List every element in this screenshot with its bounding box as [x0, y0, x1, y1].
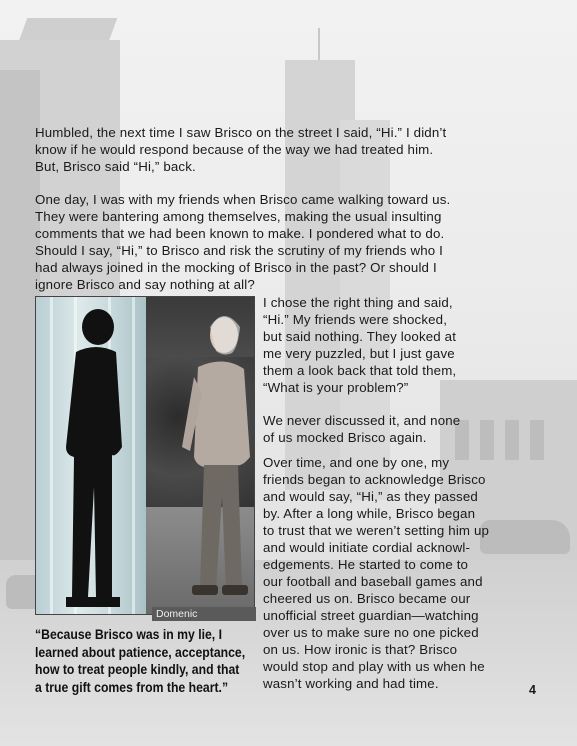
- story-photo: [35, 296, 255, 615]
- pull-quote: “Because Brisco was in my lie, I learned about patience, acceptance, how to treat people kindly, and that a true gift comes from the heart.”: [35, 627, 246, 695]
- intro-paragraph: Humbled, the next time I saw Brisco on the street I said, “Hi.” I didn’t know if he would respond because of the way we had treated him. But, Brisco said “Hi,” back.: [35, 125, 447, 174]
- older-man-figure-icon: [146, 297, 254, 614]
- silhouette-figure-icon: [36, 297, 146, 614]
- intro-paragraph: One day, I was with my friends when Brisco came walking toward us. They were bantering among themselves, making the usual insulting comments that we had been known to make. I pondered what to do. Should I say, “Hi,” to Brisco and risk the scrutiny of my friends who I had always joined in the mocking of Brisco in the past? Or should I ignore Brisco and say nothing at all?: [35, 192, 451, 292]
- page-number: 4: [529, 683, 536, 697]
- photo-credit: Domenic: [152, 607, 256, 621]
- column-paragraph: We never discussed it, and none of us mocked Brisco again.: [263, 413, 461, 445]
- silhouette-panel: [36, 297, 146, 614]
- column-paragraph: I chose the right thing and said, “Hi.” My friends were shocked, but said nothing. They looked at me very puzzled, but I just gave them a look back that told them, “What is your problem?”: [263, 295, 457, 395]
- column-paragraph: Over time, and one by one, my friends began to acknowledge Brisco and would say, “Hi,” as they passed by. After a long while, Brisco began to trust that we weren’t setting him up and would initiate cordial acknowl- edgements. He started to come to our football and baseball games and cheered us on. Brisco became our unofficial street guardian—watching over us to make sure no one picked on us. How ironic is that? Brisco would stop and play with us when he wasn’t working and had time.: [263, 455, 490, 691]
